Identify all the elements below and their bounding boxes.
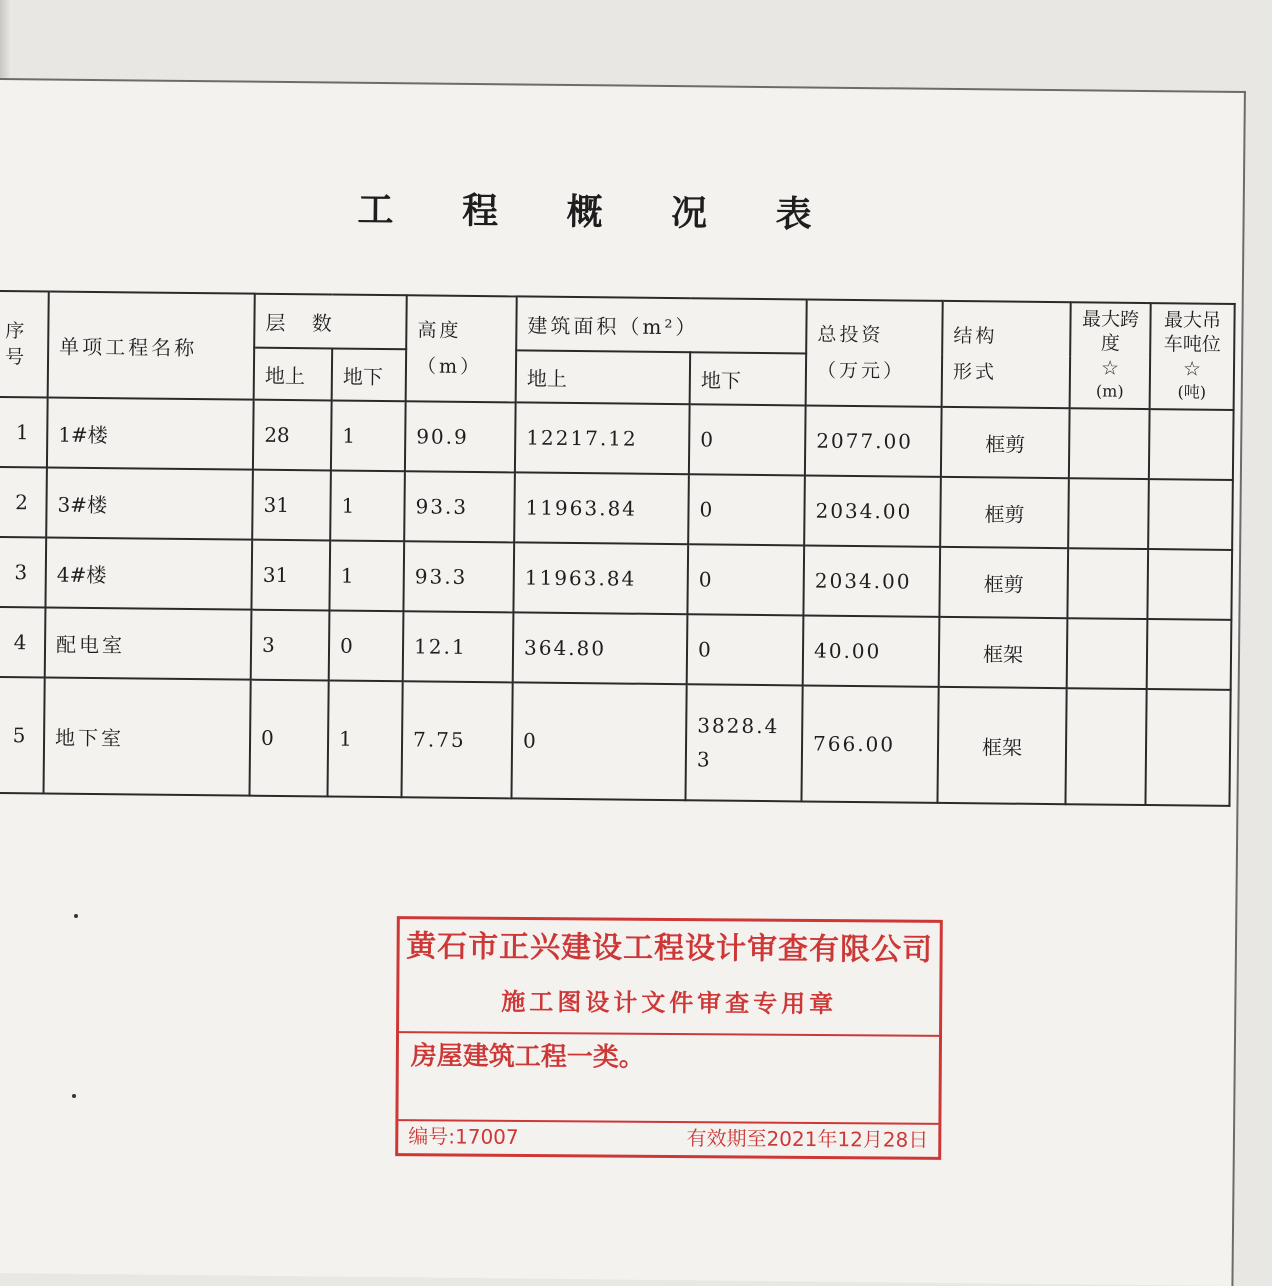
cell-floors-below: 1 [330, 470, 405, 541]
cell-height: 12.1 [403, 611, 514, 682]
cell-floors-above: 0 [249, 680, 328, 797]
cell-crane [1145, 689, 1230, 806]
cell-crane [1147, 549, 1232, 620]
cell-area-below: 3828.43 [685, 684, 802, 801]
header-crane-label: 最大吊车吨位 [1163, 309, 1222, 356]
cell-height: 7.75 [402, 681, 513, 798]
table-row [0, 397, 1234, 480]
cell-crane [1149, 409, 1234, 480]
header-height-label: 高度 [417, 319, 462, 342]
header-area-above: 地上 [516, 350, 691, 404]
cell-name: 地下室 [44, 678, 251, 796]
cell-floors-below: 1 [327, 680, 402, 797]
header-crane [1150, 303, 1235, 410]
cell-height: 93.3 [403, 541, 514, 612]
cell-area-below: 0 [688, 474, 805, 545]
cell-seq: 3 [0, 537, 46, 608]
cell-structure: 框剪 [940, 477, 1069, 548]
header-row-1 [0, 291, 1235, 358]
cell-area-above: 11963.84 [513, 542, 688, 614]
header-name: 单项工程名称 [48, 292, 255, 400]
header-investment [806, 299, 943, 406]
cell-crane [1147, 619, 1232, 690]
cell-floors-below: 1 [331, 400, 406, 471]
cell-floors-above: 28 [253, 400, 332, 471]
header-investment-unit: （万元） [816, 359, 906, 383]
table-row [0, 467, 1233, 550]
header-area-below: 地下 [690, 352, 807, 405]
cell-area-above: 12217.12 [515, 402, 690, 474]
header-floors: 层 数 [254, 294, 407, 350]
cell-floors-below: 0 [329, 610, 404, 681]
header-investment-label: 总投资 [817, 323, 884, 347]
cell-seq: 1 [0, 397, 48, 468]
cell-max-span [1067, 618, 1148, 689]
cell-structure: 框架 [937, 687, 1066, 804]
header-structure-label-2: 形式 [952, 360, 998, 384]
cell-floors-above: 31 [252, 470, 331, 541]
cell-floors-above: 3 [251, 610, 330, 681]
cell-area-above: 0 [511, 682, 686, 800]
header-max-span-unit: (m) [1095, 381, 1124, 401]
project-overview-table [0, 290, 1236, 807]
header-seq-label: 序号 [4, 320, 28, 369]
header-structure [942, 301, 1071, 408]
stamp-footer [408, 1120, 928, 1153]
cell-seq: 2 [0, 467, 47, 538]
cell-height: 93.3 [404, 471, 515, 542]
cell-structure: 框剪 [941, 407, 1070, 478]
cell-structure: 框剪 [939, 547, 1068, 618]
cell-investment: 2077.00 [805, 405, 942, 476]
review-seal-stamp [395, 916, 943, 1160]
cell-crane [1148, 479, 1233, 550]
header-crane-star: ☆ [1182, 356, 1202, 381]
cell-max-span [1065, 688, 1146, 805]
cell-investment: 2034.00 [803, 545, 940, 616]
header-crane-unit: (吨) [1177, 382, 1207, 402]
header-seq [0, 291, 49, 398]
cell-investment: 2034.00 [804, 475, 941, 546]
cell-max-span [1069, 408, 1150, 479]
cell-structure: 框架 [939, 617, 1068, 688]
cell-floors-above: 31 [251, 540, 330, 611]
header-area: 建筑面积（m²） [516, 296, 807, 353]
cell-investment: 766.00 [801, 685, 938, 802]
table-row [0, 537, 1232, 620]
cell-area-above: 11963.84 [514, 472, 689, 544]
dust-speck [74, 914, 78, 918]
cell-seq: 5 [0, 677, 45, 794]
stamp-purpose: 施工图设计文件审查专用章 [399, 975, 939, 1037]
cell-height: 90.9 [405, 401, 516, 472]
cell-seq: 4 [0, 607, 45, 678]
cell-max-span [1068, 478, 1149, 549]
header-max-span [1070, 302, 1151, 409]
stamp-category: 房屋建筑工程一类。 [410, 1041, 645, 1073]
stamp-number: 编号:17007 [408, 1124, 519, 1149]
header-height-unit: （m） [416, 355, 483, 379]
cell-area-below: 0 [689, 404, 806, 475]
table-row [0, 677, 1231, 806]
cell-floors-below: 1 [329, 540, 404, 611]
header-max-span-star: ☆ [1100, 355, 1120, 380]
stamp-company: 黄石市正兴建设工程设计审查有限公司 [406, 929, 934, 968]
header-structure-label: 结构 [953, 324, 998, 348]
table-row [0, 607, 1231, 690]
header-max-span-label: 最大跨度 [1081, 308, 1140, 355]
cell-max-span [1067, 548, 1148, 619]
cell-area-below: 0 [687, 544, 804, 615]
header-floors-above: 地上 [254, 348, 333, 401]
cell-area-above: 364.80 [513, 612, 688, 684]
cell-name: 1#楼 [47, 398, 254, 470]
header-height [406, 295, 517, 402]
header-floors-below: 地下 [332, 348, 407, 401]
cell-name: 配电室 [45, 608, 252, 680]
cell-name: 4#楼 [45, 538, 252, 610]
cell-name: 3#楼 [46, 468, 253, 540]
dust-speck [72, 1094, 76, 1098]
cell-investment: 40.00 [803, 615, 940, 686]
stamp-validity: 有效期至2021年12月28日 [686, 1126, 929, 1152]
page-title: 工 程 概 况 表 [357, 188, 840, 236]
cell-area-below: 0 [687, 614, 804, 685]
